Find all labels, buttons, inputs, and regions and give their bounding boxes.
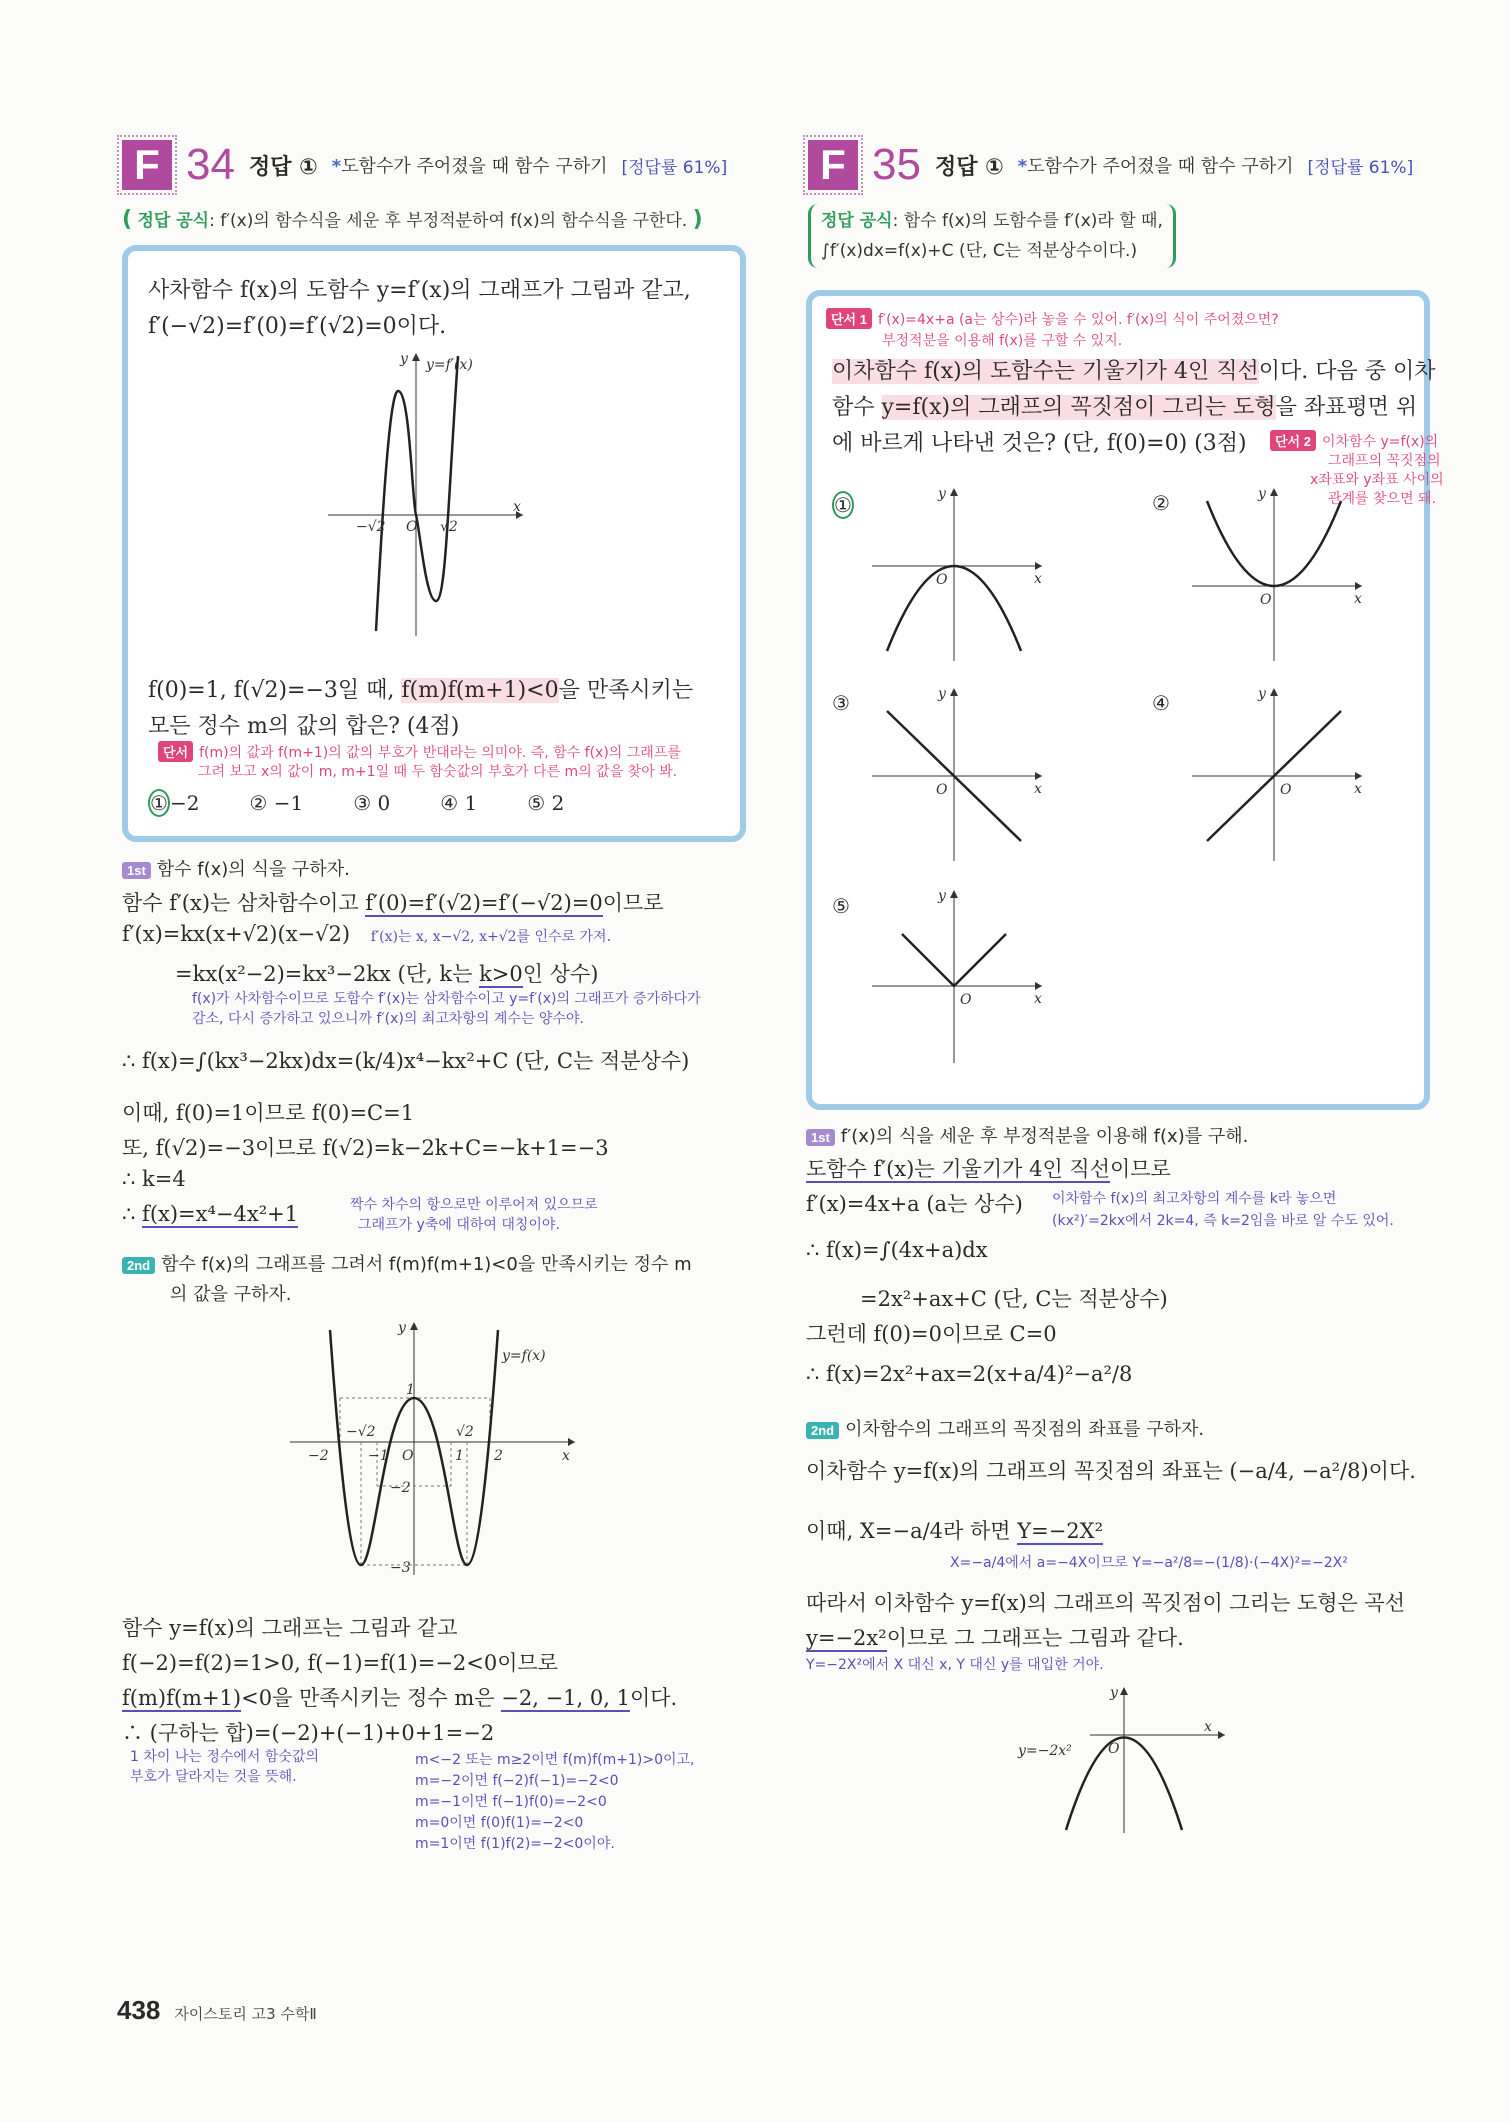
choice-4[interactable]: ④ 1 <box>440 791 478 815</box>
axis-label: O <box>1260 592 1272 608</box>
origin-label: O <box>406 519 418 535</box>
problem-35-header <box>808 140 1413 190</box>
curve-label: y=f′(x) <box>426 357 473 373</box>
option-2-graph[interactable] <box>1182 486 1372 666</box>
note: 부호가 달라지는 것을 뜻해. <box>130 1769 297 1785</box>
axis-label: x <box>1204 1719 1212 1735</box>
origin-label: O <box>402 1448 414 1464</box>
note: 감소, 다시 증가하고 있으니까 f′(x)의 최고차항의 계수는 양수야. <box>192 1011 584 1027</box>
solution-line: 이때, f(0)=1이므로 f(0)=C=1 <box>122 1101 415 1125</box>
quartic-graph <box>290 1320 580 1580</box>
tick-label: −√2 <box>356 519 386 535</box>
problem-number: 35 <box>872 140 921 189</box>
solution-line: ∴ (구하는 합)=(−2)+(−1)+0+1=−2 <box>122 1721 495 1745</box>
axis-label: O <box>1280 782 1292 798</box>
axis-label: x <box>1354 781 1362 797</box>
solution-line: f′(x)=kx(x+√2)(x−√2) f′(x)는 x, x−√2, x+√2를 인수로 가져. <box>122 922 612 946</box>
axis-label: O <box>1108 1741 1120 1757</box>
question-line: 에 바르게 나타낸 것은? (단, f(0)=0) (3점) <box>832 431 1247 456</box>
option-3-graph[interactable] <box>862 686 1052 866</box>
axis-label: x <box>1354 591 1362 607</box>
axis-label: y <box>1110 1685 1118 1701</box>
question-line: 모든 정수 m의 값의 합은? (4점) <box>148 714 460 739</box>
y-axis-label: y <box>398 1320 406 1336</box>
topic: *도함수가 주어졌을 때 함수 구하기 <box>331 156 608 177</box>
x-axis-label: x <box>562 1448 570 1464</box>
note: 1 차이 나는 정수에서 함숫값의 <box>130 1749 319 1765</box>
question-line: f(0)=1, f(√2)=−3일 때, f(m)f(m+1)<0을 만족시키는 <box>148 678 694 703</box>
option-1-label[interactable]: ① <box>834 493 852 517</box>
solution-line: 함수 y=f(x)의 그래프는 그림과 같고 <box>122 1616 458 1640</box>
axis-label: y <box>938 486 946 502</box>
axis-label: y <box>938 686 946 702</box>
note: X=−a/4에서 a=−4X이므로 Y=−a²/8=−(1/8)·(−4X)²=−2X² <box>950 1555 1348 1571</box>
axis-label: O <box>936 782 948 798</box>
solution-line: 함수 f′(x)는 삼차함수이고 f′(0)=f′(√2)=f′(−√2)=0이므로 <box>122 891 664 915</box>
option-3-label[interactable]: ③ <box>832 691 850 715</box>
book-title: 자이스토리 고3 수학Ⅱ <box>174 2005 317 2023</box>
case-notes: m<−2 또는 m≥2이면 f(m)f(m+1)>0이고, m=−2이면 f(−2)f(−1)=−2<0 m=−1이면 f(−1)f(0)=−2<0 m=0이면 f(0)f(1)=−2<0 m=1이면 f(1)f(2)=−2<0이야. <box>415 1752 695 1852</box>
step-1-heading: 1st 함수 f(x)의 식을 구하자. <box>122 855 350 881</box>
y-axis-label: y <box>400 351 408 367</box>
solution-line: 그런데 f(0)=0이므로 C=0 <box>806 1322 1057 1346</box>
solution-line: 도함수 f′(x)는 기울기가 4인 직선이므로 <box>806 1157 1171 1181</box>
axis-label: x <box>1034 991 1042 1007</box>
tick-label: √2 <box>456 1424 474 1440</box>
problem-35-box <box>806 290 1444 1110</box>
note: 이차함수 f(x)의 최고차항의 계수를 k라 놓으면 <box>1052 1191 1337 1207</box>
note: (kx²)′=2kx에서 2k=4, 즉 k=2임을 바로 알 수도 있어. <box>1052 1213 1394 1229</box>
step-2-heading-cont: 의 값을 구하자. <box>170 1284 292 1305</box>
curve-label: y=−2x² <box>1018 1743 1072 1759</box>
question-line: 사차함수 f(x)의 도함수 y=f′(x)의 그래프가 그림과 같고, <box>148 278 691 303</box>
option-2-label[interactable]: ② <box>1152 491 1170 515</box>
step-1-heading: 1st f′(x)의 식을 세운 후 부정적분을 이용해 f(x)를 구해. <box>806 1122 1248 1148</box>
note: 그래프가 y축에 대하여 대칭이야. <box>358 1217 560 1233</box>
tick-label: 1 <box>406 1382 415 1398</box>
axis-label: x <box>1034 781 1042 797</box>
question-line: 함수 y=f(x)의 그래프의 꼭짓점이 그리는 도형을 좌표평면 위 <box>832 395 1418 420</box>
accuracy-rate: [정답률 61%] <box>621 157 728 178</box>
hint: 단서 f(m)의 값과 f(m+1)의 값의 부호가 반대라는 의미야. 즉, 함수 f(x)의 그래프를 <box>158 741 681 762</box>
question-line: 이차함수 f(x)의 도함수는 기울기가 4인 직선이다. 다음 중 이차 <box>832 359 1436 384</box>
page-number: 438 <box>117 1995 161 2025</box>
section-badge: F <box>122 140 172 190</box>
solution-line: 이때, X=−a/4라 하면 Y=−2X² <box>806 1519 1104 1543</box>
solution-line: ∴ f(x)=∫(kx³−2kx)dx=(k/4)x⁴−kx²+C (단, C는 적분상수) <box>122 1049 690 1073</box>
hint: 그려 보고 x의 값이 m, m+1일 때 두 함숫값의 부호가 다른 m의 값을 찾아 봐. <box>198 764 678 780</box>
section-badge: F <box>808 140 858 190</box>
option-1-graph[interactable] <box>862 486 1052 666</box>
note: 짝수 차수의 항으로만 이루어져 있으므로 <box>350 1197 598 1213</box>
axis-label: y <box>1258 486 1266 502</box>
axis-label: y <box>938 888 946 904</box>
solution-line: ∴ f(x)=2x²+ax=2(x+a/4)²−a²/8 <box>806 1362 1133 1386</box>
solution-line: f(m)f(m+1)<0을 만족시키는 정수 m은 −2, −1, 0, 1이다. <box>122 1686 678 1710</box>
solution-line: 또, f(√2)=−3이므로 f(√2)=k−2k+C=−k+1=−3 <box>122 1136 609 1160</box>
hint-1: 단서 1 f′(x)=4x+a (a는 상수)라 놓을 수 있어. f′(x)의 식이 주어졌으면? <box>826 308 1279 329</box>
option-5-label[interactable]: ⑤ <box>832 894 850 918</box>
x-axis-label: x <box>513 499 521 515</box>
solution-line: f′(x)=4x+a (a는 상수) <box>806 1192 1023 1216</box>
solution-line: ∴ f(x)=∫(4x+a)dx <box>806 1238 988 1262</box>
solution-line: ∴ k=4 <box>122 1167 186 1191</box>
step-2-heading: 2nd 함수 f(x)의 그래프를 그려서 f(m)f(m+1)<0을 만족시키는 정수 m <box>122 1250 692 1276</box>
tick-label: −√2 <box>346 1424 376 1440</box>
solution-line: ∴ f(x)=x⁴−4x²+1 <box>122 1202 299 1226</box>
answer-choices <box>148 791 564 815</box>
question-line: f′(−√2)=f′(0)=f′(√2)=0이다. <box>148 314 447 339</box>
page-footer <box>117 1995 317 2026</box>
option-4-graph[interactable] <box>1182 686 1372 866</box>
solution-line: 이차함수 y=f(x)의 그래프의 꼭짓점의 좌표는 (−a/4, −a²/8)이다. <box>806 1459 1416 1483</box>
axis-label: O <box>936 572 948 588</box>
choice-5[interactable]: ⑤ 2 <box>527 791 565 815</box>
tick-label: √2 <box>440 519 458 535</box>
note: Y=−2X²에서 X 대신 x, Y 대신 y를 대입한 거야. <box>806 1657 1104 1673</box>
solution-line: 따라서 이차함수 y=f(x)의 그래프의 꼭짓점이 그리는 도형은 곡선 <box>806 1591 1406 1615</box>
tick-label: 1 <box>455 1448 464 1464</box>
tick-label: −2 <box>390 1480 411 1496</box>
tick-label: −3 <box>390 1560 411 1576</box>
topic: *도함수가 주어졌을 때 함수 구하기 <box>1017 156 1294 177</box>
problem-number: 34 <box>186 140 235 189</box>
answer-label: 정답 ① <box>934 154 1004 180</box>
tick-label: −1 <box>368 1448 389 1464</box>
solution-line: =2x²+ax+C (단, C는 적분상수) <box>860 1287 1168 1311</box>
step-2-heading: 2nd 이차함수의 그래프의 꼭짓점의 좌표를 구하자. <box>806 1415 1204 1441</box>
solution-line: f(−2)=f(2)=1>0, f(−1)=f(1)=−2<0이므로 <box>122 1651 559 1675</box>
option-5-graph[interactable] <box>862 888 1052 1068</box>
option-4-label[interactable]: ④ <box>1152 691 1170 715</box>
choice-1[interactable]: ① −2 <box>150 791 200 815</box>
choice-3[interactable]: ③ 0 <box>353 791 391 815</box>
accuracy-rate: [정답률 61%] <box>1307 157 1414 178</box>
answer-label: 정답 ① <box>248 154 318 180</box>
axis-label: O <box>960 992 972 1008</box>
answer-formula: 정답 공식: 함수 f(x)의 도함수를 f′(x)라 할 때, ∫f′(x)dx=f(x)+C (단, C는 적분상수이다.) <box>808 204 1176 268</box>
axis-label: x <box>1034 571 1042 587</box>
problem-34-header <box>122 140 727 190</box>
derivative-graph <box>328 351 528 641</box>
tick-label: 2 <box>494 1448 503 1464</box>
note: f(x)가 사차함수이므로 도함수 f′(x)는 삼차함수이고 y=f′(x)의 그래프가 증가하다가 <box>192 991 701 1007</box>
choice-2[interactable]: ② −1 <box>249 791 304 815</box>
problem-34-box <box>122 245 746 842</box>
tick-label: −2 <box>308 1448 329 1464</box>
axis-label: y <box>1258 686 1266 702</box>
solution-line: =kx(x²−2)=kx³−2kx (단, k는 k>0인 상수) <box>175 962 599 986</box>
hint-1: 부정적분을 이용해 f(x)를 구할 수 있지. <box>882 333 1123 349</box>
hint-2: 단서 2 이차함수 y=f(x)의 그래프의 꼭짓점의 x좌표와 y좌표 사이의 관계를 찾으면 돼. <box>1270 430 1444 509</box>
answer-formula: ( 정답 공식: f′(x)의 함수식을 세운 후 부정적분하여 f(x)의 함수식을 구한다. ) <box>122 207 703 232</box>
curve-label: y=f(x) <box>502 1348 546 1364</box>
solution-line: y=−2x²이므로 그 그래프는 그림과 같다. <box>806 1626 1184 1650</box>
vertex-locus-graph <box>1010 1685 1230 1835</box>
